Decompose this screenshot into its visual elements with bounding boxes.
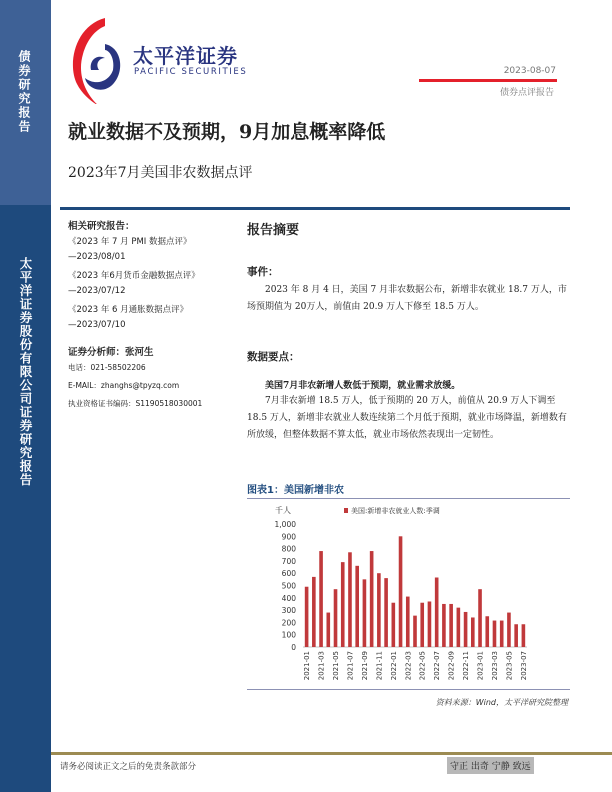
related-report-title[interactable]: 《2023 年 7 月 PMI 数据点评》	[68, 237, 192, 247]
bar	[392, 603, 396, 647]
sidebar-top	[0, 0, 51, 205]
x-tick-label: 2021-05	[332, 651, 341, 681]
header-divider	[419, 79, 557, 82]
event-text: 2023 年 8 月 4 日，美国 7 月非农数据公布，新增非农就业 18.7 万人，市场预期值为 20万人，前值由 20.9 万人下修至 18.5 万人。	[247, 285, 567, 312]
bar	[457, 608, 461, 647]
bar	[514, 624, 518, 647]
bar	[464, 612, 468, 647]
bar	[334, 589, 338, 647]
bar	[319, 551, 323, 647]
y-tick-label: 0	[291, 643, 296, 652]
related-report-title[interactable]: 《2023 年6月货币金融数据点评》	[68, 271, 200, 281]
x-tick-label: 2021-11	[375, 651, 384, 681]
x-tick-label: 2022-01	[389, 651, 398, 681]
bar	[413, 616, 417, 647]
x-tick-label: 2021-09	[360, 651, 369, 681]
analyst-heading: 证券分析师：张河生	[68, 347, 154, 358]
y-tick-label: 600	[281, 569, 296, 579]
bar	[399, 536, 403, 647]
y-tick-label: 1,000	[274, 520, 296, 529]
y-tick-label: 200	[281, 618, 296, 628]
report-type: 债券点评报告	[499, 88, 554, 98]
chart-divider	[247, 498, 570, 499]
bar	[420, 603, 424, 647]
x-tick-label: 2021-03	[317, 651, 326, 681]
page-title: 就业数据不及预期，9月加息概率降低	[68, 121, 386, 143]
title-divider	[60, 207, 570, 210]
x-tick-label: 2022-09	[447, 651, 456, 681]
x-tick-label: 2021-01	[303, 651, 312, 681]
y-tick-label: 900	[281, 532, 296, 542]
related-report-date: —2023/07/10	[68, 320, 126, 330]
bar	[435, 578, 439, 647]
point-text: 7月非农新增 18.5 万人，低于预期的 20 万人，前值从 20.9 万人下调至 18.5 万人，新增非农就业人数连续第二个月低于预期，就业市场降温，新增数有所放缓，但整体数据不算太低，就业市场依然表现出一定韧性。	[247, 396, 567, 440]
x-tick-label: 2022-11	[462, 651, 471, 681]
chart-unit: 千人	[275, 506, 291, 515]
sidebar-bottom-label: 太平洋证券股份有限公司证券研究报告	[18, 257, 33, 487]
point-title: 美国7月非农新增人数低于预期，就业需求放缓。	[265, 381, 461, 391]
footer-divider	[51, 752, 612, 755]
chart-title: 图表1：美国新增非农	[247, 485, 344, 496]
bar	[355, 566, 359, 647]
analyst-phone: 电话：021-58502206	[68, 363, 146, 372]
bar	[305, 587, 309, 647]
y-tick-label: 300	[281, 606, 296, 616]
x-tick-label: 2021-07	[346, 651, 355, 681]
y-tick-label: 700	[281, 556, 296, 566]
bar	[449, 604, 453, 647]
bar	[348, 552, 352, 647]
footer-motto: 守正 出奇 宁静 致远	[447, 757, 534, 774]
bar-chart	[247, 500, 570, 688]
bar	[377, 573, 381, 647]
bar	[478, 589, 482, 647]
report-date: 2023-08-07	[503, 66, 556, 76]
bar	[485, 616, 489, 647]
bar	[522, 624, 526, 647]
chart-divider	[247, 689, 570, 690]
bar	[442, 604, 446, 647]
bar	[507, 613, 511, 647]
sidebar-top-label: 债券研究报告	[17, 50, 31, 134]
y-tick-label: 800	[281, 544, 296, 554]
x-tick-label: 2022-05	[418, 651, 427, 681]
x-tick-label: 2023-07	[519, 651, 528, 681]
page-subtitle: 2023年7月美国非农数据点评	[68, 165, 253, 181]
bar	[312, 577, 316, 647]
y-tick-label: 500	[281, 581, 296, 591]
brand-name-cn: 太平洋证券	[133, 44, 238, 68]
y-tick-label: 100	[281, 630, 296, 640]
company-logo-icon	[65, 14, 133, 104]
x-tick-label: 2023-05	[505, 651, 514, 681]
bar	[384, 578, 388, 647]
bar	[500, 621, 504, 647]
chart-source: 资料来源：Wind，太平洋研究院整理	[435, 698, 568, 707]
bar	[370, 551, 374, 647]
related-heading: 相关研究报告：	[68, 221, 135, 232]
related-report-date: —2023/08/01	[68, 252, 126, 262]
chart-legend: 美国:新增非农就业人数:季调	[351, 507, 440, 515]
brand-name-en: PACIFIC SECURITIES	[134, 67, 248, 77]
x-tick-label: 2023-01	[476, 651, 485, 681]
x-tick-label: 2022-03	[404, 651, 413, 681]
related-report-title[interactable]: 《2023 年 6 月通胀数据点评》	[68, 305, 189, 315]
sidebar-bottom	[0, 205, 51, 792]
bar	[363, 579, 367, 647]
bar	[471, 617, 475, 647]
y-tick-label: 400	[281, 593, 296, 603]
bar	[406, 597, 410, 647]
points-heading: 数据要点：	[247, 351, 300, 363]
summary-title: 报告摘要	[247, 223, 300, 238]
bar	[341, 562, 345, 647]
legend-swatch	[344, 508, 348, 513]
analyst-email[interactable]: E-MAIL：zhanghs@tpyzq.com	[68, 381, 180, 390]
bar	[493, 621, 497, 647]
bar	[326, 613, 330, 647]
bar	[428, 601, 432, 647]
analyst-license: 执业资格证书编码：S1190518030001	[68, 399, 203, 408]
event-heading: 事件：	[247, 266, 279, 278]
footer-disclaimer: 请务必阅读正文之后的免责条款部分	[60, 762, 197, 772]
x-tick-label: 2022-07	[433, 651, 442, 681]
x-tick-label: 2023-03	[490, 651, 499, 681]
related-report-date: —2023/07/12	[68, 286, 126, 296]
